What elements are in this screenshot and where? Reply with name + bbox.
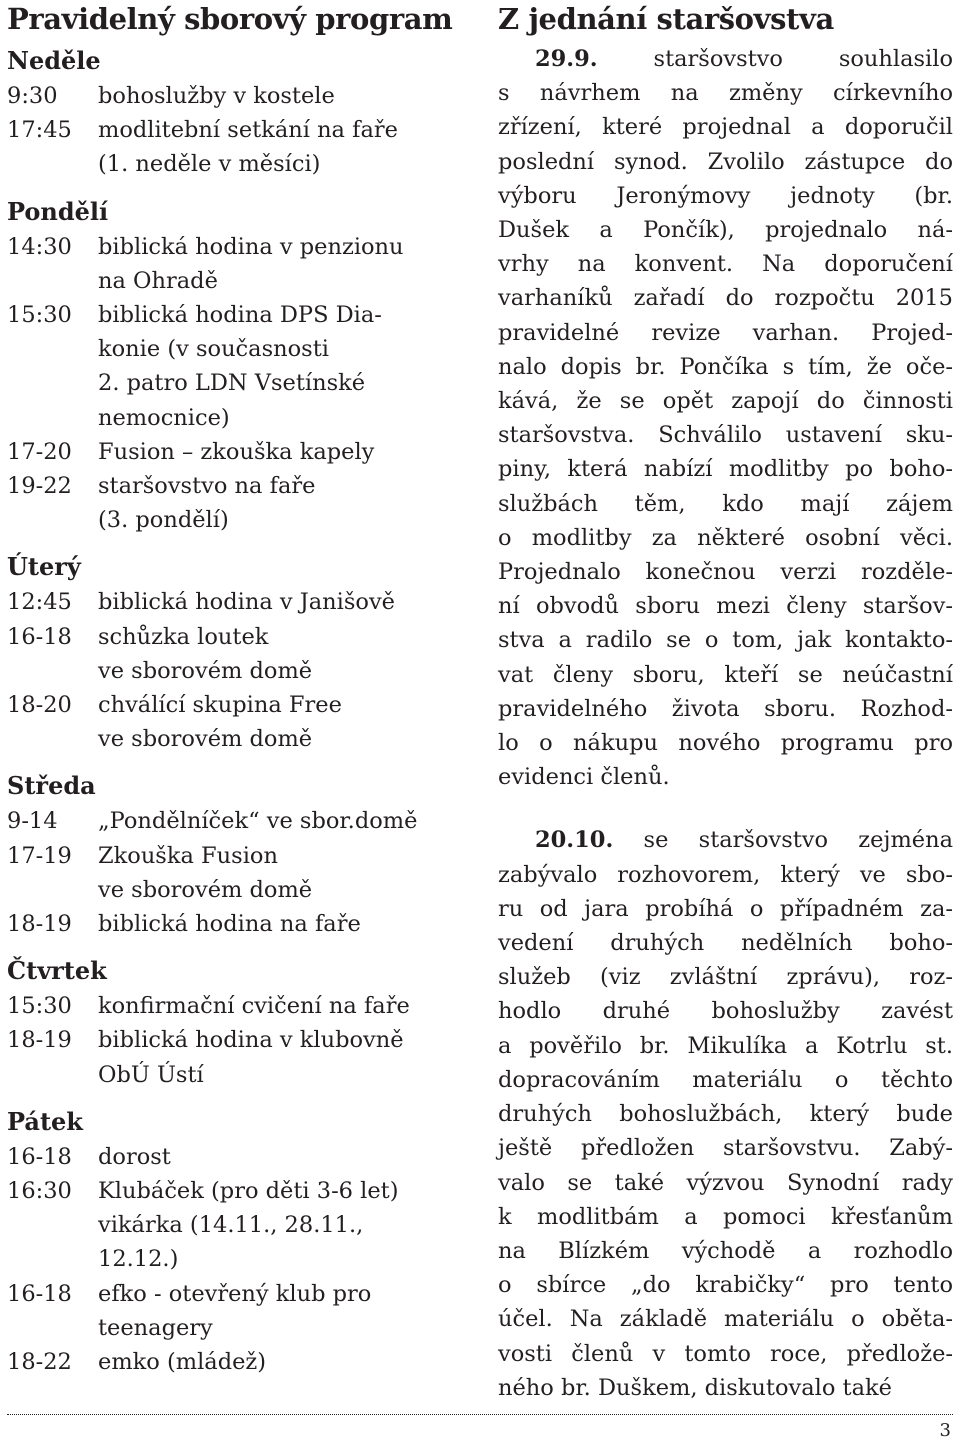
paragraph-line: s návrhem na změny církevního — [498, 80, 953, 107]
paragraph-line: pravidelné revize varhan. Projed- — [498, 319, 953, 346]
entry-description: nemocnice) — [98, 404, 230, 431]
day-heading: Pondělí — [7, 196, 109, 226]
entry-description: biblická hodina na faře — [98, 911, 361, 938]
day-heading: Neděle — [7, 46, 101, 75]
paragraph-line: hodlo druhé bohoslužby zavést — [498, 998, 953, 1025]
paragraph-line: piny, která nabízí modlitby po boho- — [498, 456, 953, 483]
entry-time: 18-19 — [7, 1027, 72, 1054]
entry-time: 16:30 — [7, 1178, 72, 1205]
entry-time: 19-22 — [7, 473, 72, 500]
paragraph-line: staršovstva. Schválilo ustavení sku- — [498, 422, 953, 449]
entry-description: Fusion – zkouška kapely — [98, 438, 375, 465]
program-entry — [7, 298, 472, 435]
entry-time: 17-20 — [7, 438, 72, 465]
paragraph-text: se staršovstvo zejména — [643, 827, 954, 854]
program-entry — [7, 435, 472, 469]
entry-description: ve sborovém domě — [98, 876, 313, 903]
paragraph-line: ru od jara probíhá o případném za- — [498, 895, 953, 922]
paragraph-line: dopracováním materiálu o těchto — [498, 1066, 953, 1093]
page-number: 3 — [939, 1420, 951, 1441]
council-minutes-column — [498, 0, 953, 1405]
paragraph-line: služeb (viz zvláštní zprávu), roz- — [498, 964, 953, 991]
program-days — [7, 43, 472, 1379]
paragraph-first-line — [498, 823, 953, 857]
day-heading: Čtvrtek — [7, 956, 107, 986]
entry-description: schůzka loutek — [98, 623, 269, 650]
program-entry — [7, 1174, 472, 1277]
program-entry — [7, 1023, 472, 1091]
entry-description: modlitební setkání na faře — [98, 117, 398, 144]
program-entry — [7, 113, 472, 181]
paragraph-line: nalo dopis br. Pončíka s tím, že oče- — [498, 353, 953, 380]
paragraph-line: druhých bohoslužbách, který bude — [498, 1101, 953, 1128]
entry-time: 18-20 — [7, 692, 72, 719]
entry-description: staršovstvo na faře — [98, 473, 316, 500]
paragraph-line: varhaníků zařadí do rozpočtu 2015 — [498, 285, 953, 312]
entry-description: emko (mládež) — [98, 1349, 267, 1376]
entry-time: 14:30 — [7, 233, 72, 260]
meeting-date: 29.9. — [535, 46, 598, 72]
paragraph-line: Dušek a Pončík), projednalo ná- — [498, 217, 953, 244]
paragraph-line: pravidelného života sboru. Rozhod- — [498, 695, 953, 722]
entry-description: ve sborovém domě — [98, 657, 313, 684]
program-entry — [7, 688, 472, 756]
day-heading: Středa — [7, 771, 96, 801]
paragraph-line: vosti členů v tomto roce, předlože- — [498, 1340, 953, 1367]
program-title: Pravidelný sborový program — [7, 2, 453, 36]
entry-description: konfirmační cvičení na faře — [98, 993, 410, 1020]
minutes-paragraphs — [498, 42, 953, 1405]
paragraph-line: valo se také výzvou Synodní rady — [498, 1169, 953, 1196]
paragraph-line: kává, že se opět zapojí do činnosti — [498, 388, 953, 415]
paragraph-line: o sbírce „do krabičky“ pro tento — [498, 1272, 953, 1299]
entry-description: teenagery — [98, 1314, 213, 1341]
paragraph-line: poslední synod. Zvolilo zástupce do — [498, 148, 953, 175]
entry-time: 12:45 — [7, 589, 72, 616]
paragraph-line: k modlitbám a pomoci křesťanům — [498, 1203, 953, 1230]
entry-description: 2. patro LDN Vsetínské — [98, 370, 366, 397]
paragraph-line: ní obvodů sboru mezi členy staršov- — [498, 593, 953, 620]
entry-description: efko - otevřený klub pro — [98, 1280, 372, 1307]
entry-description: Zkouška Fusion — [98, 842, 278, 869]
paragraph-line: lo o nákupu nového programu pro — [498, 730, 953, 757]
paragraph-line: Projednalo konečnou verzi rozděle- — [498, 559, 953, 586]
entry-description: na Ohradě — [98, 267, 218, 294]
entry-description: ObÚ Ústí — [98, 1061, 204, 1088]
entry-time: 17:45 — [7, 117, 72, 144]
day-heading: Úterý — [7, 552, 81, 582]
entry-time: 18-19 — [7, 911, 72, 938]
minutes-paragraph — [498, 823, 953, 1404]
minutes-paragraph — [498, 42, 953, 794]
entry-time: 15:30 — [7, 993, 72, 1020]
paragraph-line: ještě předložen staršovstvu. Zabý- — [498, 1135, 953, 1162]
minutes-title: Z jednání staršovstva — [498, 2, 834, 36]
paragraph-line: zřízení, které projednal a doporučil — [498, 114, 953, 141]
program-entry — [7, 469, 472, 537]
entry-time: 16-18 — [7, 1280, 72, 1307]
entry-description: biblická hodina v Janišově — [98, 589, 395, 616]
entry-description: vikárka (14.11., 28.11., — [98, 1212, 364, 1239]
entry-description: biblická hodina v penzionu — [98, 233, 404, 260]
day-heading: Pátek — [7, 1106, 83, 1136]
paragraph-line: a pověřilo br. Mikulíka a Kotrlu st. — [498, 1032, 953, 1059]
program-entry — [7, 585, 472, 619]
program-entry — [7, 989, 472, 1023]
program-entry — [7, 1277, 472, 1345]
paragraph-line: vat členy sboru, kteří se neúčastní — [498, 661, 953, 688]
entry-time: 9:30 — [7, 83, 58, 109]
entry-time: 17-19 — [7, 842, 72, 869]
paragraph-line: stva a radilo se o tom, jak kontakto- — [498, 627, 953, 654]
entry-description: (3. pondělí) — [98, 507, 229, 534]
entry-description: 12.12.) — [98, 1246, 179, 1273]
entry-time: 16-18 — [7, 1143, 72, 1170]
paragraph-line: o modlitby za některé osobní věci. — [498, 524, 953, 551]
entry-description: biblická hodina v klubovně — [98, 1027, 404, 1054]
paragraph-text: staršovstvo souhlasilo — [653, 46, 953, 72]
paragraph-line: výboru Jeronýmovy jednoty (br. — [498, 182, 953, 209]
paragraph-line: účel. Na základě materiálu o oběta- — [498, 1306, 953, 1333]
program-entry — [7, 1345, 472, 1379]
entry-time: 15:30 — [7, 302, 72, 329]
entry-time: 9-14 — [7, 808, 58, 835]
entry-time: 16-18 — [7, 623, 72, 650]
entry-time: 18-22 — [7, 1349, 72, 1376]
footer-rule — [7, 1414, 953, 1415]
paragraph-line: ného br. Duškem, diskutovalo také — [498, 1374, 892, 1401]
entry-description: Klubáček (pro děti 3-6 let) — [98, 1178, 399, 1205]
paragraph-line: zabývalo rozhovorem, který ve sbo- — [498, 861, 953, 888]
program-entry — [7, 1140, 472, 1174]
meeting-date: 20.10. — [535, 827, 614, 854]
paragraph-line: na Blízkém východě a rozhodlo — [498, 1237, 953, 1264]
program-entry — [7, 907, 472, 941]
entry-description: konie (v současnosti — [98, 336, 329, 363]
entry-description: (1. neděle v měsíci) — [98, 151, 321, 178]
entry-description: ve sborovém domě — [98, 726, 313, 753]
paragraph-first-line — [498, 42, 953, 76]
weekly-program-column — [7, 0, 472, 1379]
program-entry — [7, 839, 472, 907]
program-entry — [7, 620, 472, 688]
paragraph-line: vrhy na konvent. Na doporučení — [498, 251, 953, 278]
paragraph-line: evidenci členů. — [498, 764, 670, 791]
entry-description: dorost — [98, 1143, 171, 1170]
program-entry — [7, 79, 472, 113]
entry-description: biblická hodina DPS Dia- — [98, 302, 382, 329]
program-entry — [7, 804, 472, 838]
entry-description: bohoslužby v kostele — [98, 83, 335, 109]
entry-description: chválící skupina Free — [98, 692, 342, 719]
entry-description: „Pondělníček“ ve sbor.domě — [98, 808, 418, 835]
paragraph-line: službách těm, kdo mají zájem — [498, 490, 953, 517]
program-entry — [7, 230, 472, 298]
paragraph-line: vedení druhých nedělních boho- — [498, 930, 953, 957]
